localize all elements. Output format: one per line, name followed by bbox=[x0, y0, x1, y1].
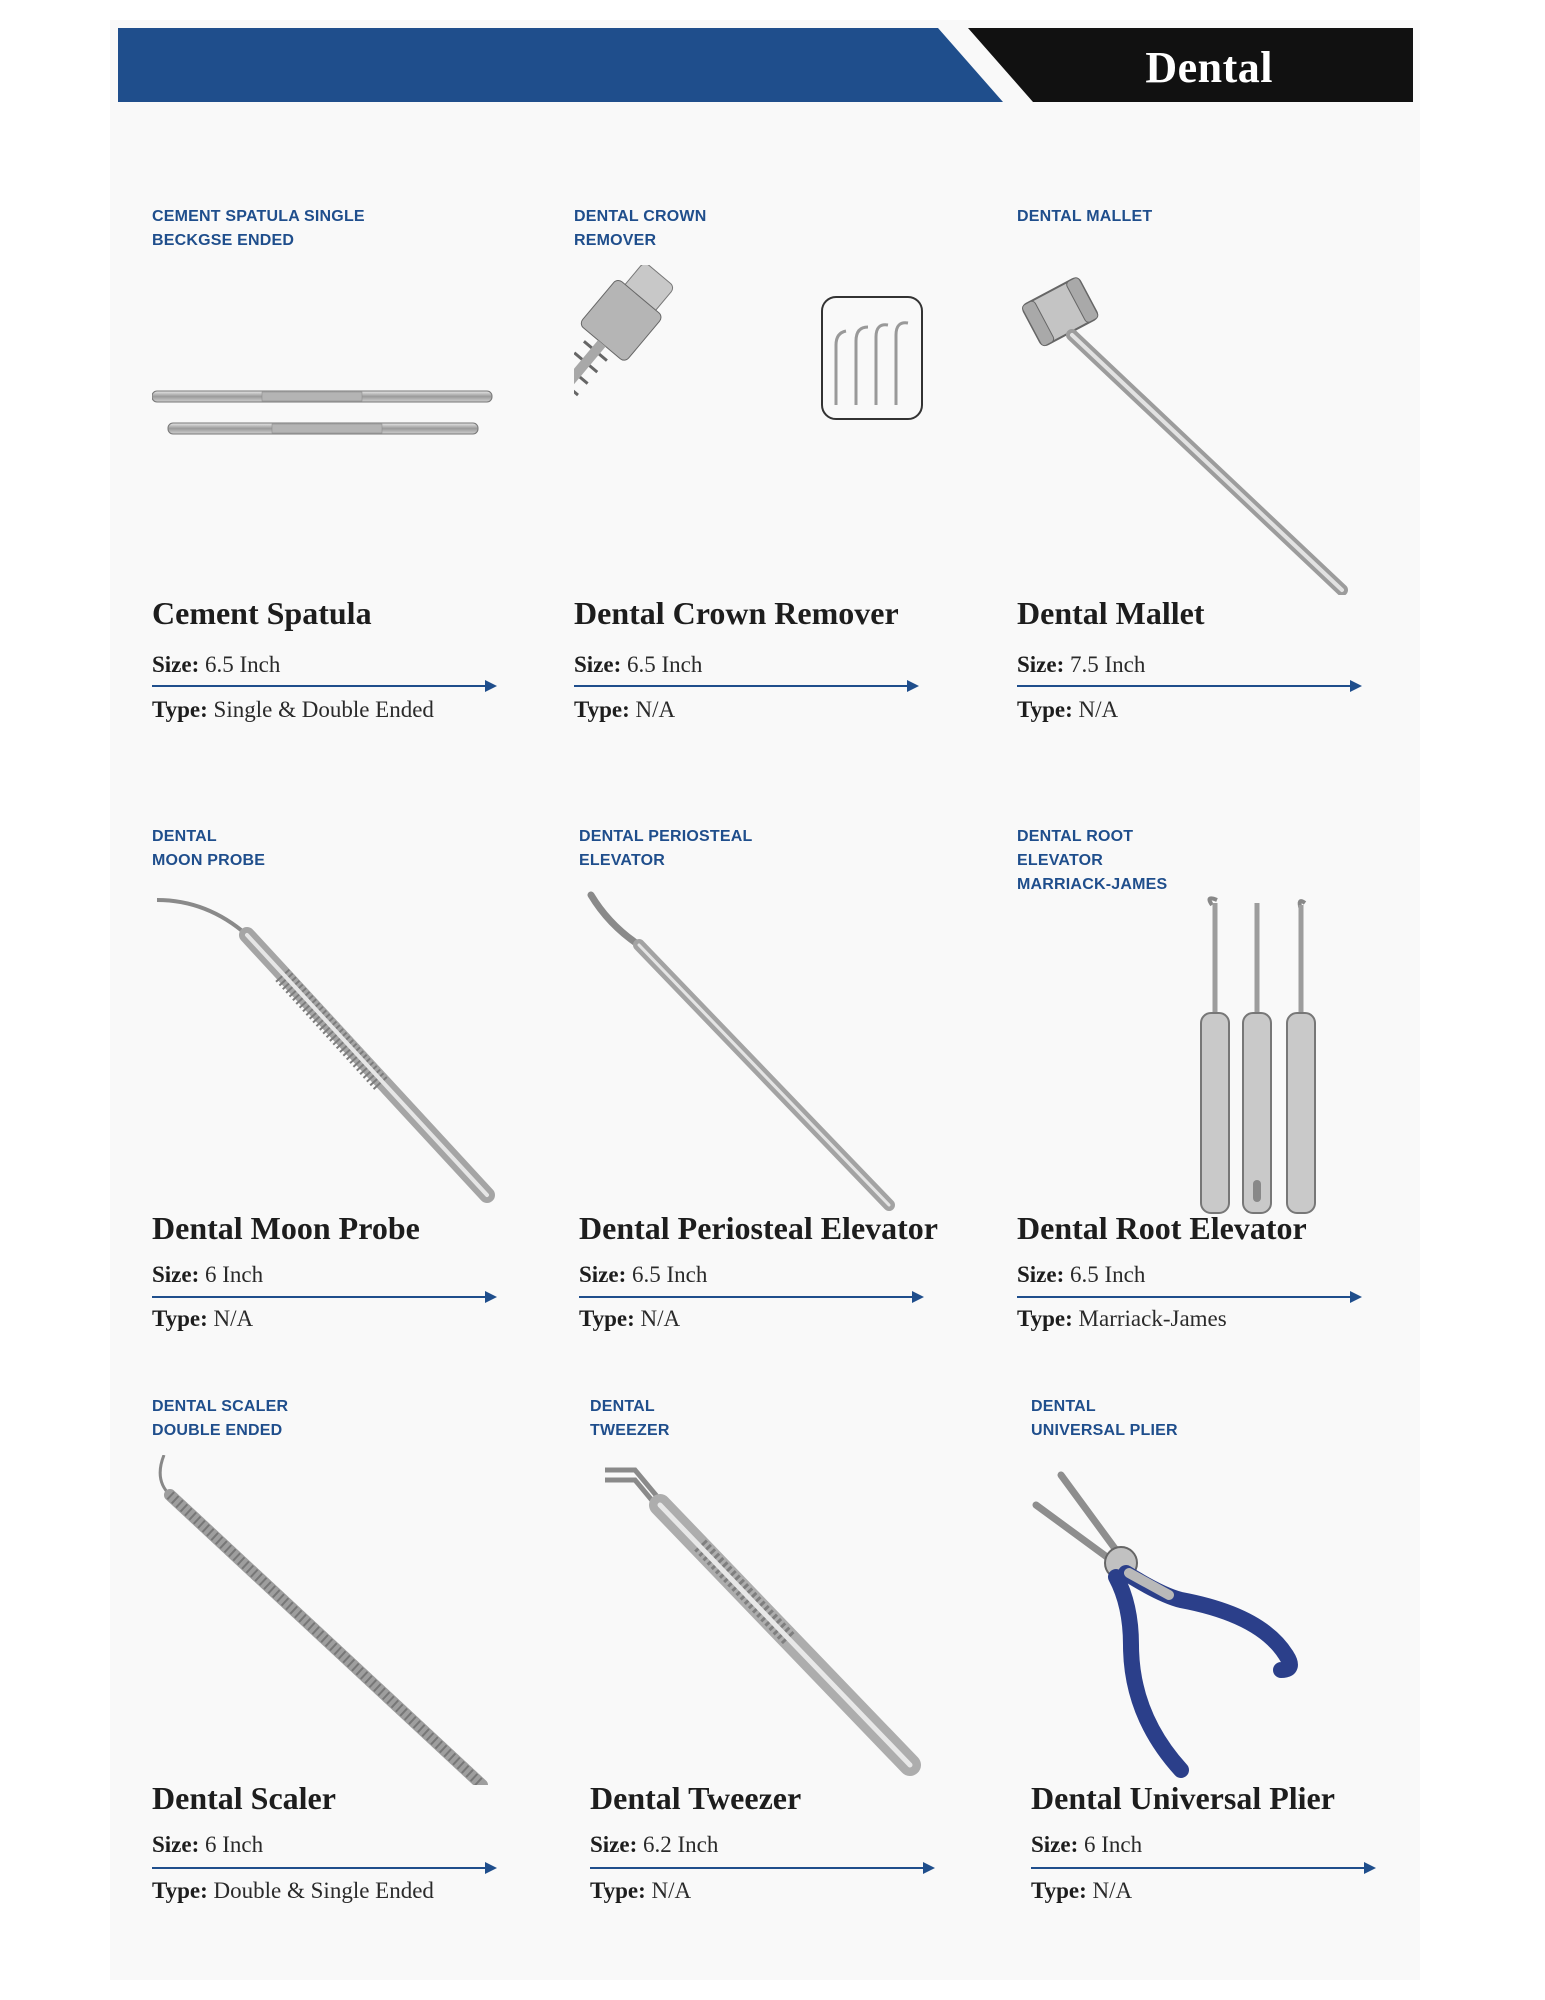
product-name: Dental Tweezer bbox=[590, 1780, 802, 1816]
arrow-right-icon bbox=[590, 1861, 935, 1875]
product-size: Size: 6 Inch bbox=[1031, 1832, 1143, 1857]
product-name: Dental Universal Plier bbox=[1031, 1780, 1335, 1816]
product-size: Size: 7.5 Inch bbox=[1017, 652, 1146, 677]
product-card-dental-mallet bbox=[1017, 205, 1397, 765]
product-tag: DENTAL CROWN REMOVER bbox=[574, 208, 707, 249]
product-type: Type: N/A bbox=[579, 1306, 681, 1331]
product-card-dental-periosteal-elevator bbox=[579, 825, 959, 1385]
product-name: Dental Root Elevator bbox=[1017, 1210, 1307, 1246]
product-card-dental-crown-remover bbox=[574, 205, 954, 765]
plier-icon bbox=[1031, 1455, 1411, 1785]
product-tag: DENTAL MALLET bbox=[1017, 208, 1153, 225]
product-tag: DENTAL UNIVERSAL PLIER bbox=[1031, 1398, 1178, 1439]
product-type: Type: N/A bbox=[1031, 1878, 1133, 1903]
product-size: Size: 6 Inch bbox=[152, 1832, 264, 1857]
arrow-right-icon bbox=[579, 1290, 924, 1304]
product-name: Dental Periosteal Elevator bbox=[579, 1210, 938, 1246]
product-card-dental-scaler bbox=[152, 1395, 532, 1955]
product-card-cement-spatula bbox=[152, 205, 532, 765]
crown-remover-icon bbox=[574, 265, 954, 595]
arrow-right-icon bbox=[1017, 1290, 1362, 1304]
product-name: Dental Scaler bbox=[152, 1780, 336, 1816]
product-name: Dental Mallet bbox=[1017, 595, 1205, 631]
arrow-right-icon bbox=[574, 679, 919, 693]
periosteal-elevator-icon bbox=[579, 885, 959, 1215]
page-header bbox=[118, 28, 1413, 102]
moon-probe-icon bbox=[152, 885, 532, 1215]
root-elevator-icon bbox=[1017, 885, 1397, 1215]
product-tag: DENTAL ROOT ELEVATOR MARRIACK-JAMES bbox=[1017, 828, 1168, 893]
product-card-dental-moon-probe bbox=[152, 825, 532, 1385]
product-name: Dental Crown Remover bbox=[574, 595, 899, 631]
product-card-dental-universal-plier bbox=[1031, 1395, 1411, 1955]
scaler-icon bbox=[152, 1455, 532, 1785]
product-tag: CEMENT SPATULA SINGLE BECKGSE ENDED bbox=[152, 208, 365, 249]
product-size: Size: 6 Inch bbox=[152, 1262, 264, 1287]
product-type: Type: Marriack-James bbox=[1017, 1306, 1227, 1331]
product-tag: DENTAL PERIOSTEAL ELEVATOR bbox=[579, 828, 753, 869]
product-name: Dental Moon Probe bbox=[152, 1210, 420, 1246]
arrow-right-icon bbox=[152, 1861, 497, 1875]
product-size: Size: 6.5 Inch bbox=[574, 652, 703, 677]
product-type: Type: Double & Single Ended bbox=[152, 1878, 434, 1903]
product-tag: DENTAL MOON PROBE bbox=[152, 828, 266, 869]
tweezer-icon bbox=[590, 1455, 970, 1785]
product-type: Type: N/A bbox=[574, 697, 676, 722]
product-tag: DENTAL SCALER DOUBLE ENDED bbox=[152, 1398, 289, 1439]
product-name: Cement Spatula bbox=[152, 595, 372, 631]
product-size: Size: 6.5 Inch bbox=[1017, 1262, 1146, 1287]
product-size: Size: 6.5 Inch bbox=[579, 1262, 708, 1287]
product-type: Type: N/A bbox=[152, 1306, 254, 1331]
page-title: Dental bbox=[1145, 43, 1273, 92]
arrow-right-icon bbox=[152, 679, 497, 693]
product-size: Size: 6.2 Inch bbox=[590, 1832, 719, 1857]
product-size: Size: 6.5 Inch bbox=[152, 652, 281, 677]
arrow-right-icon bbox=[152, 1290, 497, 1304]
arrow-right-icon bbox=[1031, 1861, 1376, 1875]
product-type: Type: N/A bbox=[590, 1878, 692, 1903]
product-card-dental-tweezer bbox=[590, 1395, 970, 1955]
product-type: Type: Single & Double Ended bbox=[152, 697, 434, 722]
arrow-right-icon bbox=[1017, 679, 1362, 693]
product-type: Type: N/A bbox=[1017, 697, 1119, 722]
product-card-dental-root-elevator bbox=[1017, 825, 1397, 1385]
cement-spatula-icon bbox=[152, 265, 532, 595]
mallet-icon bbox=[1017, 265, 1397, 595]
product-tag: DENTAL TWEEZER bbox=[590, 1398, 670, 1439]
